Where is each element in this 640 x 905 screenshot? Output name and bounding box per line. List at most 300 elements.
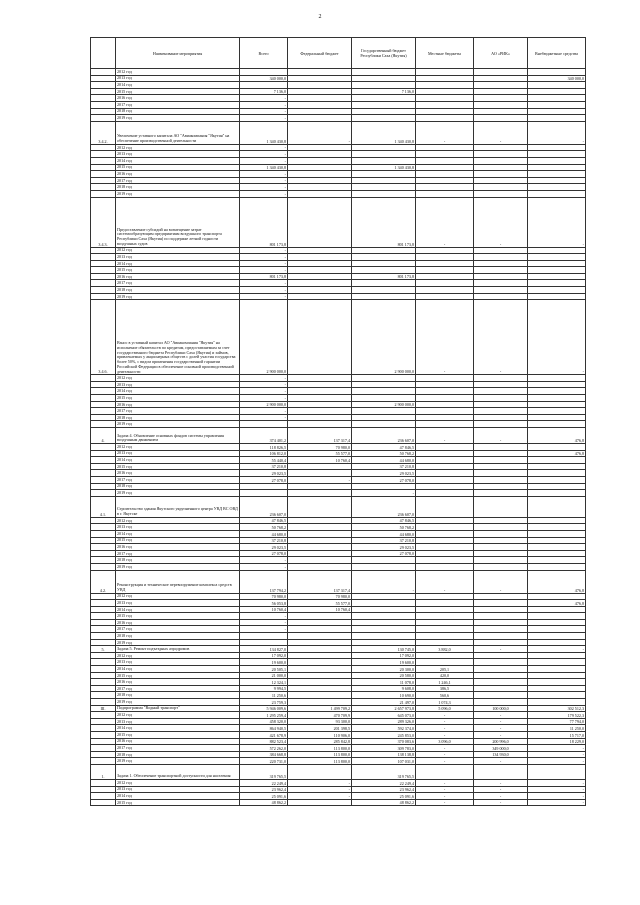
row-local [416, 613, 474, 620]
table-row [91, 457, 586, 464]
row-federal [288, 88, 352, 95]
row-extrabudget [528, 190, 586, 197]
table-row [91, 718, 586, 725]
header-local: Местные бюджеты [416, 38, 474, 69]
row-federal [288, 95, 352, 102]
row-number: 3.4.3. [91, 197, 116, 247]
row-regional: 7 136,0 [352, 88, 416, 95]
row-regional: 48 862,2 [352, 799, 416, 806]
row-federal [288, 157, 352, 164]
row-local [416, 517, 474, 524]
row-number [91, 190, 116, 197]
row-rik [474, 190, 528, 197]
row-local: - [416, 731, 474, 738]
row-total: - [240, 177, 288, 184]
row-total: 19 600,0 [240, 659, 288, 666]
row-extrabudget: 476,8 [528, 600, 586, 607]
row-regional [352, 395, 416, 402]
table-row [91, 619, 586, 626]
row-total [240, 483, 288, 490]
row-rik [474, 550, 528, 557]
row-name: 2015 год [116, 672, 240, 679]
row-local [416, 659, 474, 666]
row-extrabudget: - [528, 300, 586, 375]
row-name: 2015 год [116, 613, 240, 620]
table-row [91, 606, 586, 613]
row-rik [474, 280, 528, 287]
row-extrabudget [528, 699, 586, 706]
table-row [91, 626, 586, 633]
row-total: 22 249,4 [240, 779, 288, 786]
row-regional: 27 078,0 [352, 550, 416, 557]
row-local [416, 444, 474, 451]
row-rik [474, 287, 528, 294]
row-federal: 1 499 709,2 [288, 705, 352, 712]
row-number [91, 457, 116, 464]
table-row [91, 712, 586, 719]
row-total: 56 053,8 [240, 600, 288, 607]
row-rik [474, 537, 528, 544]
row-local [416, 69, 474, 76]
row-total: 21 000,0 [240, 672, 288, 679]
row-regional: 236 607,0 [352, 428, 416, 444]
row-extrabudget [528, 375, 586, 382]
row-name: Задача 4. Обновление основных фондов системы управления воздушным движением [116, 428, 240, 444]
row-total: - [240, 95, 288, 102]
row-total: 11 250,6 [240, 692, 288, 699]
row-federal [288, 613, 352, 620]
row-name: 2017 год [116, 280, 240, 287]
row-federal [288, 557, 352, 564]
row-rik [474, 164, 528, 171]
row-number [91, 95, 116, 102]
row-name: 2019 год [116, 190, 240, 197]
row-total: 27 078,0 [240, 550, 288, 557]
row-name: 2014 год [116, 82, 240, 89]
row-federal [288, 685, 352, 692]
row-total: 37 210,8 [240, 463, 288, 470]
row-total: - [240, 101, 288, 108]
row-number [91, 633, 116, 640]
row-extrabudget [528, 524, 586, 531]
row-regional [352, 115, 416, 122]
table-row [91, 247, 586, 254]
table-row [91, 537, 586, 544]
row-extrabudget [528, 550, 586, 557]
row-rik [474, 563, 528, 570]
table-section-row [91, 197, 586, 247]
row-name: Предоставление субсидий на возмещение затрат системообразующим предприятиям воздушного транспорта Республики Саха (Якутия) по поддержке летной годности воздушных судов [116, 197, 240, 247]
table-row [91, 731, 586, 738]
row-number: 5. [91, 646, 116, 653]
table-row [91, 444, 586, 451]
row-local: - [416, 570, 474, 593]
row-rik [474, 177, 528, 184]
row-regional: 645 073,0 [352, 712, 416, 719]
row-rik [474, 633, 528, 640]
table-row [91, 557, 586, 564]
row-extrabudget [528, 537, 586, 544]
row-extrabudget [528, 164, 586, 171]
row-federal: 113 800,0 [288, 751, 352, 758]
row-name: 2014 год [116, 260, 240, 267]
row-total: 20 505,1 [240, 666, 288, 673]
row-extrabudget [528, 414, 586, 421]
row-name: 2014 год [116, 666, 240, 673]
row-extrabudget: 179 522,3 [528, 712, 586, 719]
row-local [416, 600, 474, 607]
row-total: 7 136,0 [240, 88, 288, 95]
row-name: Задача 5. Ремонт подъездных аэродромов [116, 646, 240, 653]
row-total: - [240, 184, 288, 191]
table-row [91, 115, 586, 122]
row-federal: 10 760,4 [288, 457, 352, 464]
row-regional: 107 031,0 [352, 758, 416, 765]
row-federal [288, 381, 352, 388]
row-federal [288, 470, 352, 477]
table-row [91, 401, 586, 408]
row-extrabudget [528, 544, 586, 551]
row-federal [288, 254, 352, 261]
row-name: 2015 год [116, 537, 240, 544]
row-extrabudget [528, 254, 586, 261]
row-federal [288, 530, 352, 537]
row-number [91, 652, 116, 659]
table-row [91, 799, 586, 806]
row-local [416, 144, 474, 151]
row-total [240, 69, 288, 76]
row-rik [474, 184, 528, 191]
row-name: 2017 год [116, 626, 240, 633]
row-local [416, 267, 474, 274]
row-extrabudget [528, 184, 586, 191]
row-local [416, 619, 474, 626]
row-number [91, 550, 116, 557]
row-name: 2017 год [116, 101, 240, 108]
row-rik [474, 395, 528, 402]
table-row [91, 287, 586, 294]
row-number [91, 712, 116, 719]
table-row [91, 408, 586, 415]
row-regional [352, 151, 416, 158]
row-number [91, 600, 116, 607]
row-total: - [240, 388, 288, 395]
row-rik [474, 679, 528, 686]
row-extrabudget [528, 293, 586, 300]
row-total: - [240, 260, 288, 267]
row-regional [352, 421, 416, 428]
row-regional [352, 388, 416, 395]
row-total: - [240, 563, 288, 570]
table-row [91, 490, 586, 497]
row-rik [474, 463, 528, 470]
row-extrabudget [528, 144, 586, 151]
row-number [91, 88, 116, 95]
row-local [416, 388, 474, 395]
row-extrabudget: 476,8 [528, 428, 586, 444]
row-regional [352, 171, 416, 178]
row-regional [352, 190, 416, 197]
row-extrabudget: - [528, 751, 586, 758]
table-row [91, 450, 586, 457]
row-name: 2018 год [116, 108, 240, 115]
row-local [416, 88, 474, 95]
row-regional: 2 900 000,0 [352, 401, 416, 408]
row-local [416, 490, 474, 497]
row-extrabudget [528, 626, 586, 633]
row-extrabudget: - [528, 793, 586, 800]
row-number [91, 108, 116, 115]
row-regional [352, 75, 416, 82]
row-total [240, 490, 288, 497]
row-federal [288, 463, 352, 470]
row-federal [288, 679, 352, 686]
row-regional [352, 639, 416, 646]
row-regional: 11 078,0 [352, 679, 416, 686]
row-regional: 138 138,8 [352, 751, 416, 758]
row-federal [288, 82, 352, 89]
row-total: 882 523,4 [240, 738, 288, 745]
table-row [91, 646, 586, 653]
row-extrabudget: 18 229,0 [528, 738, 586, 745]
row-regional [352, 557, 416, 564]
row-regional [352, 606, 416, 613]
row-total: - [240, 557, 288, 564]
row-local [416, 563, 474, 570]
row-number [91, 247, 116, 254]
row-extrabudget [528, 606, 586, 613]
table-row [91, 470, 586, 477]
row-extrabudget [528, 593, 586, 600]
row-total [240, 421, 288, 428]
row-total: - [240, 375, 288, 382]
header-rik: АО «РИК» [474, 38, 528, 69]
row-regional: 22 249,4 [352, 779, 416, 786]
row-local [416, 550, 474, 557]
row-extrabudget [528, 381, 586, 388]
row-total: 5 946 009,6 [240, 705, 288, 712]
row-extrabudget [528, 287, 586, 294]
row-number [91, 530, 116, 537]
row-number [91, 401, 116, 408]
row-extrabudget [528, 563, 586, 570]
row-number [91, 414, 116, 421]
row-federal [288, 619, 352, 626]
table-row [91, 793, 586, 800]
row-extrabudget [528, 273, 586, 280]
row-number [91, 786, 116, 793]
row-name: 2016 год [116, 171, 240, 178]
row-regional [352, 626, 416, 633]
row-federal: 10 760,4 [288, 606, 352, 613]
row-federal [288, 639, 352, 646]
row-name: 2013 год [116, 659, 240, 666]
row-federal: 55 577,0 [288, 600, 352, 607]
row-federal [288, 633, 352, 640]
row-number [91, 470, 116, 477]
row-name: 2017 год [116, 177, 240, 184]
row-extrabudget: 11 250,0 [528, 725, 586, 732]
row-federal [288, 408, 352, 415]
row-regional [352, 69, 416, 76]
row-regional [352, 381, 416, 388]
row-regional: - [352, 490, 416, 497]
row-federal [288, 300, 352, 375]
row-name: 2019 год [116, 421, 240, 428]
row-federal: 70 980,0 [288, 593, 352, 600]
row-rik [474, 388, 528, 395]
row-rik: 349 000,0 [474, 745, 528, 752]
row-rik: - [474, 300, 528, 375]
row-number [91, 164, 116, 171]
row-extrabudget [528, 470, 586, 477]
row-number: 4. [91, 428, 116, 444]
row-name: 2016 год [116, 544, 240, 551]
row-name: 2018 год [116, 751, 240, 758]
table-row [91, 600, 586, 607]
row-extrabudget [528, 496, 586, 517]
row-name: 2012 год [116, 779, 240, 786]
row-local [416, 463, 474, 470]
row-total: - [240, 254, 288, 261]
row-regional: 236 607,0 [352, 496, 416, 517]
row-total: 801 173,8 [240, 273, 288, 280]
row-federal [288, 69, 352, 76]
table-section-row [91, 428, 586, 444]
row-local: - [416, 718, 474, 725]
row-local: 5 096,0 [416, 705, 474, 712]
row-rik [474, 108, 528, 115]
row-extrabudget [528, 517, 586, 524]
row-extrabudget: 476,8 [528, 450, 586, 457]
row-total: - [240, 381, 288, 388]
row-rik: - [474, 197, 528, 247]
row-regional: 37 210,8 [352, 463, 416, 470]
table-row [91, 254, 586, 261]
row-rik [474, 476, 528, 483]
row-extrabudget: - [528, 121, 586, 144]
row-number [91, 184, 116, 191]
row-rik [474, 619, 528, 626]
row-local [416, 157, 474, 164]
row-local [416, 457, 474, 464]
row-local: 3 096,0 [416, 738, 474, 745]
row-local [416, 273, 474, 280]
row-extrabudget [528, 69, 586, 76]
table-row [91, 639, 586, 646]
row-name: 2019 год [116, 699, 240, 706]
row-rik [474, 444, 528, 451]
row-number [91, 388, 116, 395]
row-federal: 285 842,8 [288, 738, 352, 745]
row-total: 1 340 430,8 [240, 121, 288, 144]
row-name: 2012 год [116, 593, 240, 600]
row-name: 2019 год [116, 490, 240, 497]
row-extrabudget [528, 463, 586, 470]
row-local: - [416, 121, 474, 144]
row-name: 2015 год [116, 164, 240, 171]
row-name: 2016 год [116, 273, 240, 280]
row-regional [352, 260, 416, 267]
row-number [91, 293, 116, 300]
row-extrabudget [528, 280, 586, 287]
row-rik [474, 408, 528, 415]
row-name: 2019 год [116, 758, 240, 765]
row-rik [474, 101, 528, 108]
row-number [91, 619, 116, 626]
row-rik: - [474, 725, 528, 732]
row-regional [352, 177, 416, 184]
row-local [416, 421, 474, 428]
row-total: 29 023,5 [240, 470, 288, 477]
row-name: 2013 год [116, 718, 240, 725]
table-body [91, 69, 586, 806]
row-total: 118 826,5 [240, 444, 288, 451]
row-extrabudget [528, 483, 586, 490]
row-federal [288, 267, 352, 274]
row-local [416, 164, 474, 171]
row-federal [288, 247, 352, 254]
row-name: 2014 год [116, 388, 240, 395]
table-row [91, 745, 586, 752]
row-local: - [416, 751, 474, 758]
row-total: 137 794,2 [240, 570, 288, 593]
table-section-row [91, 300, 586, 375]
row-total: 2 900 000,0 [240, 300, 288, 375]
row-rik [474, 115, 528, 122]
row-name: Подпрограмма "Водный транспорт" [116, 705, 240, 712]
table-row [91, 679, 586, 686]
row-rik [474, 544, 528, 551]
row-local [416, 184, 474, 191]
row-extrabudget [528, 557, 586, 564]
row-number [91, 613, 116, 620]
row-number [91, 151, 116, 158]
row-extrabudget [528, 476, 586, 483]
row-rik [474, 450, 528, 457]
row-federal [288, 421, 352, 428]
row-federal [288, 273, 352, 280]
row-total [240, 639, 288, 646]
row-number [91, 375, 116, 382]
table-row [91, 593, 586, 600]
table-row [91, 779, 586, 786]
row-number [91, 731, 116, 738]
row-total: - [240, 108, 288, 115]
row-total: 864 940,5 [240, 725, 288, 732]
row-total: - [240, 247, 288, 254]
table-row [91, 613, 586, 620]
row-name: 2019 год [116, 115, 240, 122]
row-local [416, 401, 474, 408]
header-total: Всего [240, 38, 288, 69]
row-name: 2015 год [116, 395, 240, 402]
row-extrabudget [528, 260, 586, 267]
row-federal [288, 375, 352, 382]
row-number [91, 745, 116, 752]
row-regional [352, 414, 416, 421]
row-federal: 93 300,0 [288, 718, 352, 725]
row-extrabudget [528, 679, 586, 686]
row-extrabudget [528, 666, 586, 673]
row-name: Задача 1. Обеспечение транспортной доступности для населения [116, 764, 240, 779]
row-federal [288, 190, 352, 197]
row-rik [474, 82, 528, 89]
row-rik [474, 260, 528, 267]
row-total: - [240, 190, 288, 197]
row-federal [288, 293, 352, 300]
row-local [416, 260, 474, 267]
